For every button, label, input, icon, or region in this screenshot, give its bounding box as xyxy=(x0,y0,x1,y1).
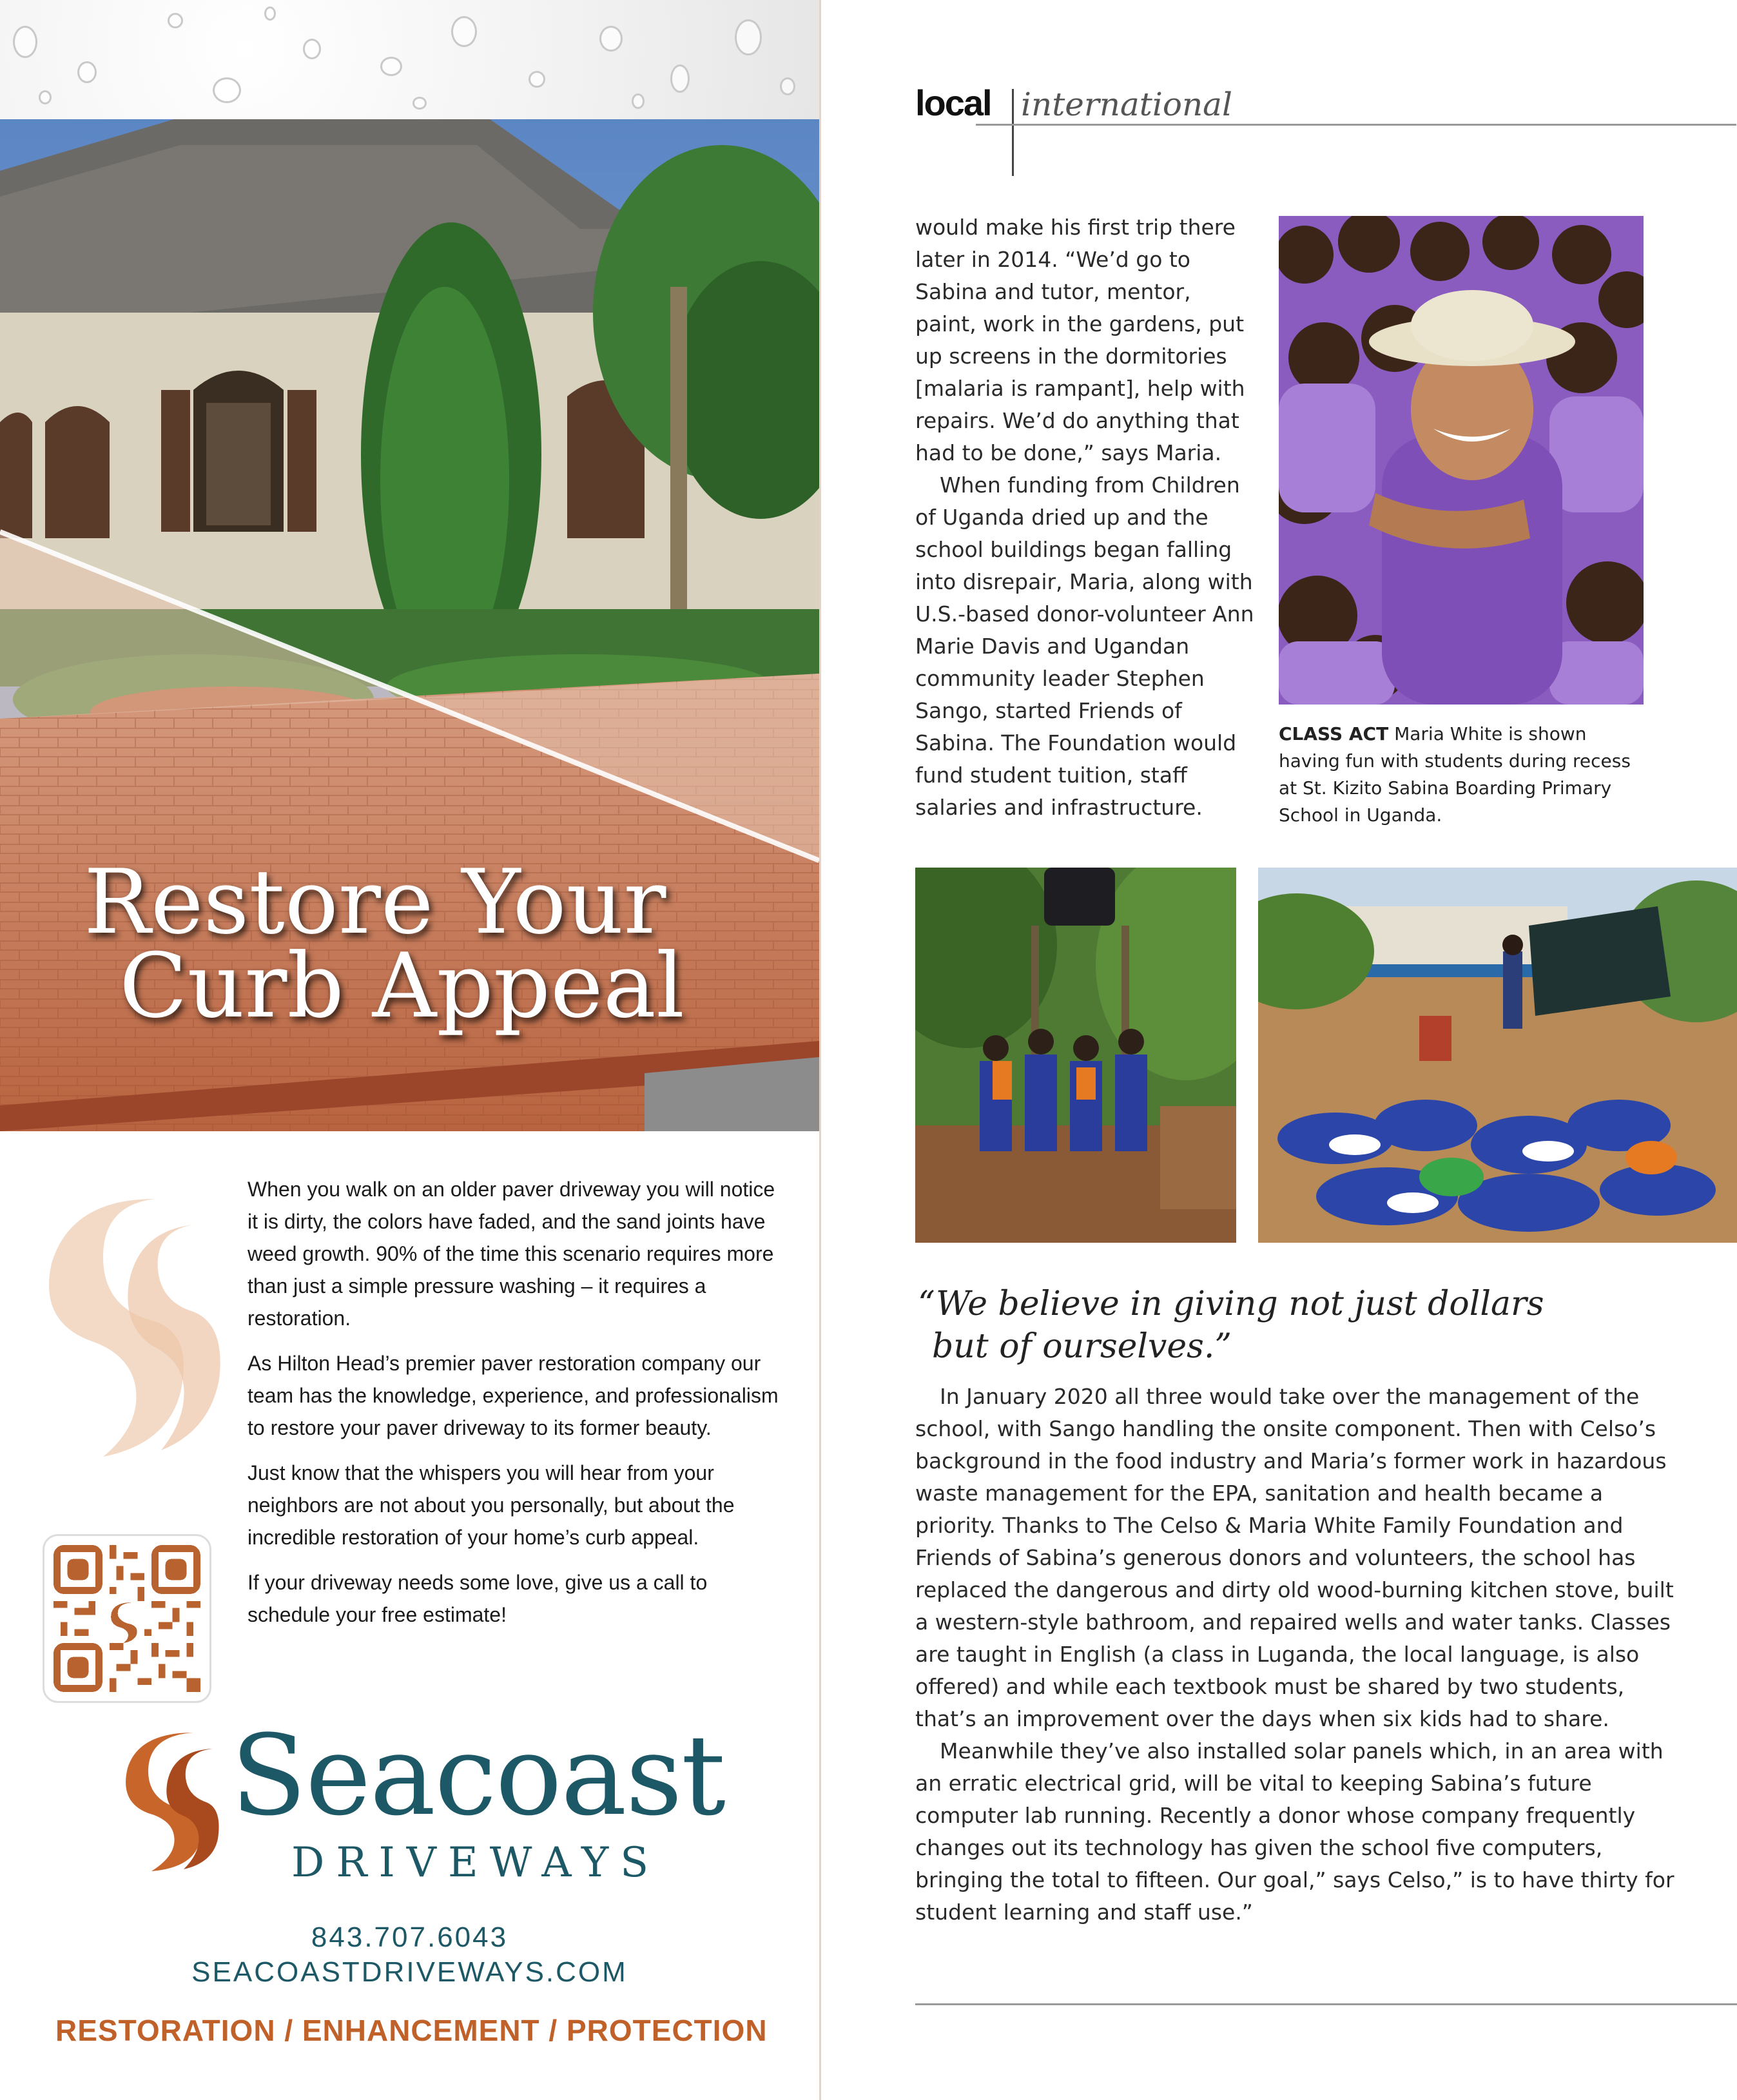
seacoast-swirl-logo-icon xyxy=(122,1726,219,1874)
section-primary-label: local xyxy=(915,83,991,123)
caption-text: Maria White is shown having fun with students during recess at St. Kizito Sabina Boarding Primary School in Uganda. xyxy=(1279,723,1631,826)
ad-paragraph: Just know that the whispers you will hear from your neighbors are not about you personally, but about the incredible restoration of your home’s curb appeal. xyxy=(247,1461,735,1549)
water-droplets-banner xyxy=(0,0,819,119)
hero-headline-line1: Restore Your xyxy=(84,850,666,954)
hero-headline-line2: Curb Appeal xyxy=(119,934,685,1038)
driveway-hero-photo xyxy=(0,119,819,1131)
header-rule xyxy=(976,124,1736,126)
section-secondary-label: international xyxy=(1021,86,1232,123)
brand-swirl-watermark xyxy=(26,1186,232,1470)
ad-tagline: RESTORATION / ENHANCEMENT / PROTECTION xyxy=(55,2014,768,2047)
seacoast-advertisement xyxy=(0,0,819,2100)
article-paragraph: In January 2020 all three would take over the management of the school, with Sango handling the onsite component. Then with Celso’s background in the food industry and Maria’s former work in hazardous waste management for the EPA, sanitation and health became a priority. Thanks to The Celso & Maria White Family Foundation and Friends of Sabina’s generous donors and volunteers, the school has replaced the dangerous and dirty old wood-burning kitchen stove, built a western-style bathroom, and repaired wells and water tanks. Classes are taught in English (a class in Luganda, the local language, is also offered) and while each textbook must be shared by two students, that’s an improvement over the days when six kids had to share. xyxy=(915,1384,1674,1731)
ad-body-copy xyxy=(247,1173,782,1644)
hero-headline xyxy=(84,850,685,1038)
seacoast-wordmark: Seacoast xyxy=(231,1711,724,1840)
qr-code[interactable] xyxy=(43,1534,211,1703)
pull-quote xyxy=(918,1283,1562,1368)
article-paragraph: When funding from Children of Uganda dried up and the school buildings began falling into disrepair, Maria, along with U.S.-based donor-volunteer Ann Marie Davis and Ugandan community leader Stephen Sango, started Friends of Sabina. The Foundation would fund student tuition, staff salaries and infrastructure. xyxy=(915,472,1254,820)
article-paragraph: Meanwhile they’ve also installed solar panels which, in an area with an erratic electrical grid, will be vital to keeping Sabina’s future computer lab running. Recently a donor whose company frequently changes out its technology has given the school five computers, bringing the total to fifteen. Our goal,” says Celso,” is to have thirty for student learning and staff use.” xyxy=(915,1738,1674,1925)
photo-caption xyxy=(1279,721,1640,829)
outdoor-classroom-photo xyxy=(1258,868,1737,1243)
article-page xyxy=(821,0,1737,2100)
ad-paragraph: If your driveway needs some love, give us a call to schedule your free estimate! xyxy=(247,1571,708,1626)
students-water-tank-photo xyxy=(915,868,1236,1243)
pull-quote-line2: but of ourselves.” xyxy=(932,1327,1232,1366)
section-divider xyxy=(1012,89,1014,176)
website-link[interactable]: SEACOASTDRIVEWAYS.COM xyxy=(191,1956,628,1988)
phone-number[interactable]: 843.707.6043 xyxy=(311,1921,509,1953)
article-column-1 xyxy=(915,211,1257,824)
ad-paragraph: As Hilton Head’s premier paver restoration company our team has the knowledge, experience, and professionalism to restore your paver driveway to its former beauty. xyxy=(247,1352,779,1439)
maria-with-students-photo xyxy=(1279,216,1644,705)
pull-quote-line1: “We believe in giving not just dollars xyxy=(918,1285,1544,1323)
driveways-wordmark: DRIVEWAYS xyxy=(291,1839,661,1887)
article-column-wide xyxy=(915,1381,1689,1929)
footer-rule xyxy=(915,2003,1737,2005)
caption-lead: CLASS ACT xyxy=(1279,723,1389,744)
ad-paragraph: When you walk on an older paver driveway you will notice it is dirty, the colors have faded, and the sand joints have weed growth. 90% of the time this scenario requires more than just a simple pressure washing – it requires a restoration. xyxy=(247,1178,775,1330)
article-paragraph: would make his first trip there later in 2014. “We’d go to Sabina and tutor, mentor, paint, work in the gardens, put up screens in the dormitories [malaria is rampant], help with repairs. We’d do anything that had to be done,” says Maria. xyxy=(915,215,1245,465)
